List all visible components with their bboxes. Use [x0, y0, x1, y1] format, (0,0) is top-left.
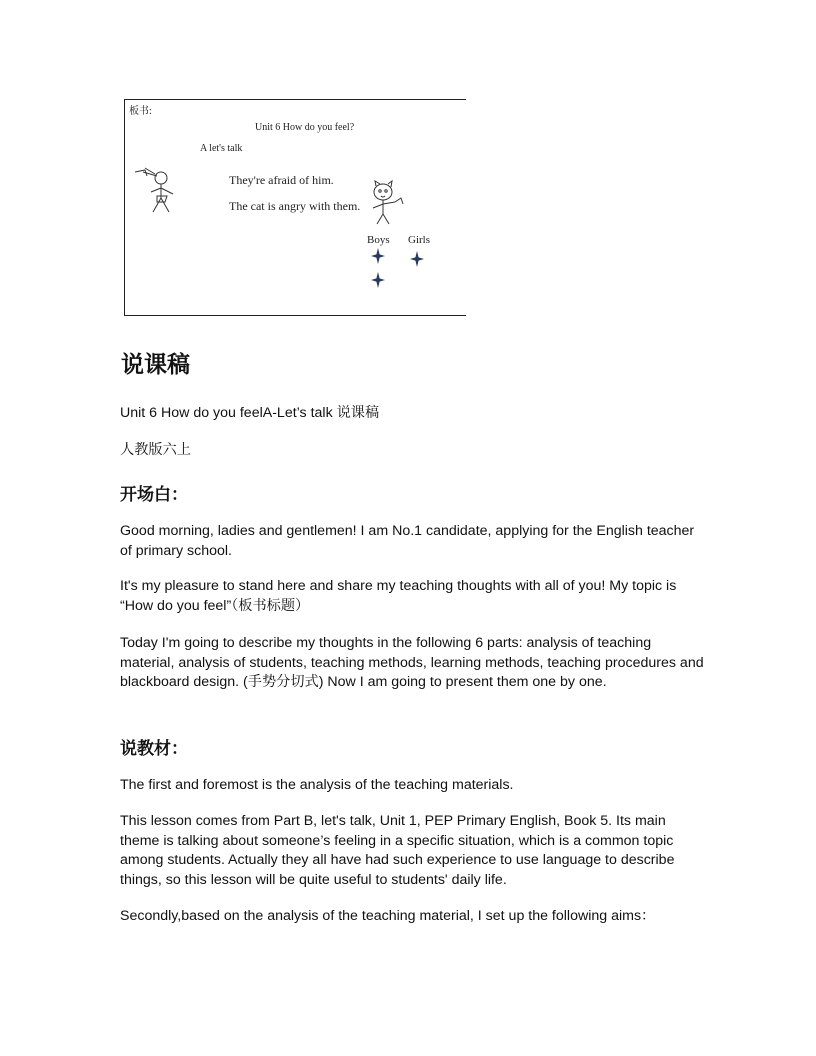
blackboard-design-figure: [124, 99, 466, 316]
board-sentence-angry: The cat is angry with them.: [229, 199, 361, 213]
star-icon: [371, 248, 385, 264]
board-corner-note: 板书:: [129, 106, 152, 117]
board-boys-label: Boys: [367, 234, 390, 246]
document-title: 说课稿: [121, 352, 190, 378]
opening-paragraph-3: Today I'm going to describe my thoughts in the following 6 parts: analysis of teaching material, analysis of students, teaching methods, learning methods, teaching procedures and blackboard design. (手势分切式) Now I am going to present them one by one.: [120, 635, 704, 691]
material-paragraph-3: Secondly,based on the analysis of the teaching material, I set up the following aims：: [120, 908, 656, 924]
cat-figure-sketch: [367, 180, 407, 226]
star-icon: [371, 272, 385, 288]
board-girls-label: Girls: [408, 234, 430, 246]
opening-paragraph-1: Good morning, ladies and gentlemen! I am No.1 candidate, applying for the English teacher of primary school.: [120, 523, 695, 559]
document-edition: 人教版六上: [120, 442, 191, 458]
board-unit-title: Unit 6 How do you feel?: [255, 122, 355, 133]
section-heading-opening: 开场白：: [120, 485, 188, 505]
board-part-label: A let's talk: [200, 143, 243, 154]
opening-paragraph-2: It's my pleasure to stand here and share my teaching thoughts with all of you! My topic is “How do you feel”（板书标题）: [120, 578, 677, 614]
material-paragraph-2: This lesson comes from Part B, let's talk, Unit 1, PEP Primary English, Book 5. Its main theme is talking about someone’s feeling in a specific situation, which is a common topic among students. Actually they all have had such experience to use language to describe things, so this lesson will be quite useful to students' daily life.: [120, 813, 675, 888]
boy-figure-sketch: [131, 166, 185, 216]
star-icon: [410, 251, 424, 267]
material-paragraph-1: The first and foremost is the analysis of the teaching materials.: [120, 777, 514, 793]
section-heading-material: 说教材：: [120, 739, 188, 759]
document-subtitle: Unit 6 How do you feelA-Let’s talk 说课稿: [120, 405, 380, 421]
board-sentence-afraid: They're afraid of him.: [229, 173, 334, 187]
